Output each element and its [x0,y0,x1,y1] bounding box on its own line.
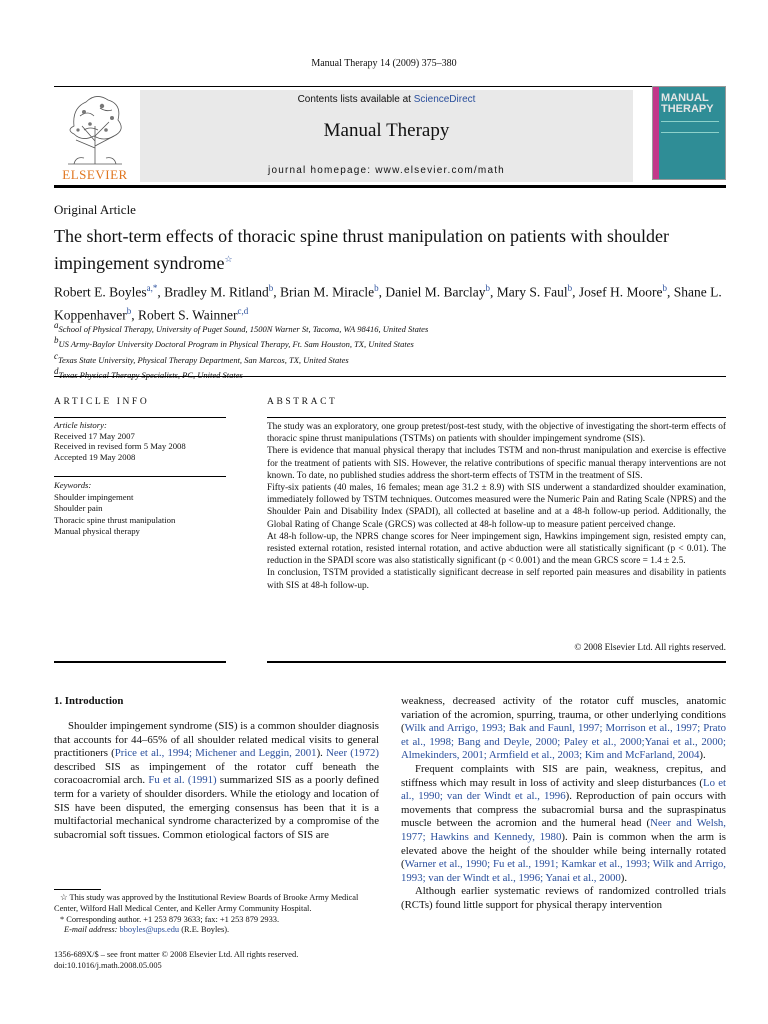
keywords [54,480,226,538]
author-separator: , [131,307,138,322]
article-history [54,420,226,462]
body-text: summarized SIS as a poorly defined term for a variety of shoulder disorders. While the etiology and location of SIS have been disputed, the emerging consensus has been that it is a multifactorial mechanical syndrome characterized by a compromise of the subacromial soft tissues. Common etiological factors of SIS are [54,774,379,841]
journal-homepage[interactable]: journal homepage: www.elsevier.com/math [268,165,505,176]
author-affiliation-mark[interactable]: b [662,283,667,293]
abstract-paragraph: In conclusion, TSTM provided a statistically significant decrease in self reported pain measures and disability in patients with SIS at 48-h follow-up. [267,568,726,591]
affiliation-text: Texas Physical Therapy Specialists, PC, United States [58,369,243,380]
history-entry: Received 17 May 2007 [54,430,135,441]
title-footnote-mark[interactable]: ☆ [224,254,233,264]
history-entry: Accepted 19 May 2008 [54,451,136,462]
article-info-bottom-rule [54,661,226,663]
body-paragraph [54,720,379,842]
body-text: ). [699,749,706,762]
contents-line [140,94,633,105]
affiliation-text: US Army-Baylor University Doctoral Program in Physical Therapy, Ft. Sam Houston, TX, United States [58,339,414,350]
author-name: Mary S. Faul [496,284,568,300]
author-name: Brian M. Miracle [280,284,375,300]
author-affiliation-mark[interactable]: a,* [146,283,158,293]
body-text: described SIS as impingement of the rotator cuff beneath the coracoacromial arch. [54,760,379,787]
body-paragraph [401,695,726,763]
citation-link[interactable]: Lo et al., 1990; van der Windt et al., 1996 [401,776,726,803]
affiliation-text: School of Physical Therapy, University of Puget Sound, 1500N Warner St, Tacoma, WA 98416, United States [58,323,429,334]
footnote-corresponding: * Corresponding author. +1 253 879 3633; fax: +1 253 879 2933. [60,914,280,924]
author-name: Robert E. Boyles [54,284,147,300]
history-label: Article history: [54,420,107,430]
email-suffix: (R.E. Boyles). [179,925,230,935]
article-title [54,225,724,275]
body-text: Although earlier systematic reviews of randomized controlled trials (RCTs) found little support for physical therapy intervention [401,885,726,911]
abstract-paragraph: There is evidence that manual physical therapy that includes TSTM and non-thrust manipulation and exercise is effective for the treatment of patients with SIS. However, the relative contributions of specific manual therapy interventions are not known. To date, no published studies address the short-term effects of TSTM in the treatment of SIS. [267,446,726,481]
author-name: Bradley M. Ritland [164,284,269,300]
affiliation-mark: c [54,350,58,361]
affiliation-mark: b [54,335,59,346]
body-paragraph [401,763,726,885]
article-info-rule [54,417,226,418]
citation-link[interactable]: Neer (1972) [326,747,379,760]
author-name: Josef H. Moore [578,284,663,300]
abstract-bottom-rule [267,661,726,663]
article-info-heading: ARTICLE INFO [54,397,150,407]
cover-strip [653,87,659,179]
citation-link[interactable]: Neer and Welsh, 1977; Hawkins and Kennedy, 1980 [401,817,726,843]
abstract-paragraph: At 48-h follow-up, the NPRS change scores for Neer impingement sign, Hawkins impingement sign, resisted empty can, resisted external rotation, resisted internal rotation, and active abduction were all statistically significant (p < 0.01). The reduction in the SPADI score was also statistically significant (p < 0.001) and the mean GRCS score = 1.4 ± 2.5. [267,531,726,567]
keyword-list [54,492,226,538]
author-separator: , [572,284,579,300]
body-text: Frequent complaints with SIS are pain, weakness, crepitus, and stiffness which may result in loss of activity and sleep disturbances ( [401,762,726,789]
section-heading-introduction: 1. Introduction [54,695,124,707]
keywords-label: Keywords: [54,480,92,490]
citation-link[interactable]: Price et al., 1994; Michener and Leggin, 2001 [114,747,317,760]
body-paragraph [401,885,726,912]
author-name: Shane L. Koppenhaver [54,284,722,322]
body-text: ). [316,747,327,760]
author-name: Daniel M. Barclay [385,284,486,300]
footnotes [54,893,379,936]
body-text: Shoulder impingement syndrome (SIS) is a common shoulder diagnosis that accounts for 44–65% of all shoulder related medical visits to general practitioners ( [54,720,379,760]
article-type: Original Article [54,202,136,217]
sciencedirect-link[interactable]: ScienceDirect [413,94,476,105]
keyword: Thoracic spine thrust manipulation [54,514,176,525]
author-separator: , [666,284,674,300]
journal-name: Manual Therapy [323,120,450,141]
abstract-body [267,421,726,592]
cover-decoration [661,121,719,133]
header-divider [54,376,726,377]
citation-link[interactable]: Wilk and Arrigo, 1993; Bak and Faunl, 1997; Morrison et al., 1997; Prato et al., 1998; Bang and Deyle, 2000; Paley et al., 2000;Yanai et al., 2000; Almekinders, 2001; Armfield et al., 2003; Kim and McFarland, 2004 [401,722,726,762]
author-affiliation-mark[interactable]: b [374,283,379,293]
affiliation [54,335,724,350]
affiliation-mark: d [54,365,59,376]
affiliation [54,320,724,335]
contents-prefix: Contents lists available at [297,94,414,105]
body-text: ). Pain is common when the arm is elevated above the height of the shoulder while being internally rotated ( [401,830,726,871]
affiliation [54,366,724,381]
author-affiliation-mark[interactable]: b [567,283,573,293]
body-text: weakness, decreased activity of the rotator cuff muscles, anatomic variation of the acromion, spurring, trauma, or other underlying conditions ( [401,695,726,735]
author-affiliation-mark[interactable]: b [268,283,274,293]
keywords-rule [54,476,226,477]
issn-line: 1356-689X/$ – see front matter © 2008 Elsevier Ltd. All rights reserved. [54,950,299,959]
body-column-left [54,720,379,842]
author-affiliation-mark[interactable]: c,d [237,305,249,316]
elsevier-wordmark: ELSEVIER [62,167,128,182]
author-name: Robert S. Wainner [137,307,238,322]
abstract-paragraph: Fifty-six patients (40 males, 16 females; mean age 31.2 ± 8.9) with SIS underwent a standardized shoulder examination, immediately followed by TSTM techniques. Outcomes measured were the Numeric Pain and Rating Scale (NPRS) and the Shoulder Pain and Disability Index (SPADI), all collected at baseline and at a 48-h follow-up period. Additionally, the Global Rating of Change Scale (GRCS) was collected at 48-h follow-up to measure patient perceived change. [267,483,726,530]
body-text: ). Reproduction of pain occurs with movements that compress the subacromial bursa and the supraspinatus muscle between the acromion and the humeral head ( [401,790,726,830]
author-separator: , [273,284,280,300]
author-separator: , [157,284,165,300]
article-title-text: The short-term effects of thoracic spine thrust manipulation on patients with shoulder impingement syndrome [54,226,670,273]
banner-top-rule [54,86,726,87]
affiliation [54,351,724,366]
author-email-link[interactable]: bboyles@ups.edu [119,925,180,935]
abstract-paragraph: The study was an exploratory, one group pretest/post-test study, with the objective of investigating the short-term effects of thoracic spine thrust manipulations (TSTMs) on patients with shoulder impingement syndrome (SIS). [267,422,726,445]
footnote-rule [54,889,101,890]
body-text: ). [620,871,628,884]
email-label: E-mail address: [64,925,120,935]
footnote-approval: ☆ This study was approved by the Institutional Review Boards of Brooke Army Medical Center, Wilford Hall Medical Center, and Keller Army Community Hospital. [54,893,359,913]
keyword: Manual physical therapy [54,526,140,536]
abstract-copyright: © 2008 Elsevier Ltd. All rights reserved. [574,643,726,653]
author-separator: , [489,284,497,300]
affiliation-mark: a [54,320,59,330]
author-affiliation-mark[interactable]: b [485,283,490,293]
author-separator: , [378,284,386,300]
banner-bottom-rule [54,185,726,188]
keyword: Shoulder pain [54,503,103,513]
affiliation-text: Texas State University, Physical Therapy Department, San Marcos, TX, United States [58,354,349,365]
keyword: Shoulder impingement [54,491,134,502]
doi[interactable]: doi:10.1016/j.math.2008.05.005 [54,960,162,970]
citation-link[interactable]: Fu et al. (1991) [148,774,217,787]
author-list [54,279,724,324]
affiliations [54,320,724,381]
body-column-right [401,695,726,913]
cover-title: MANUAL THERAPY [661,92,714,115]
history-list [54,431,226,463]
abstract-rule [267,417,726,418]
running-head: Manual Therapy 14 (2009) 375–380 [311,58,457,69]
journal-cover-image [652,86,726,180]
author-affiliation-mark[interactable]: b [126,305,132,316]
history-entry: Received in revised form 5 May 2008 [54,441,186,451]
abstract-heading: ABSTRACT [267,397,338,407]
page-footer [54,950,379,972]
citation-link[interactable]: Warner et al., 1990; Fu et al., 1991; Kamkar et al., 1993; Wilk and Arrigo, 1993; van der Windt et al., 1996; Yanai et al., 2000 [401,858,726,884]
